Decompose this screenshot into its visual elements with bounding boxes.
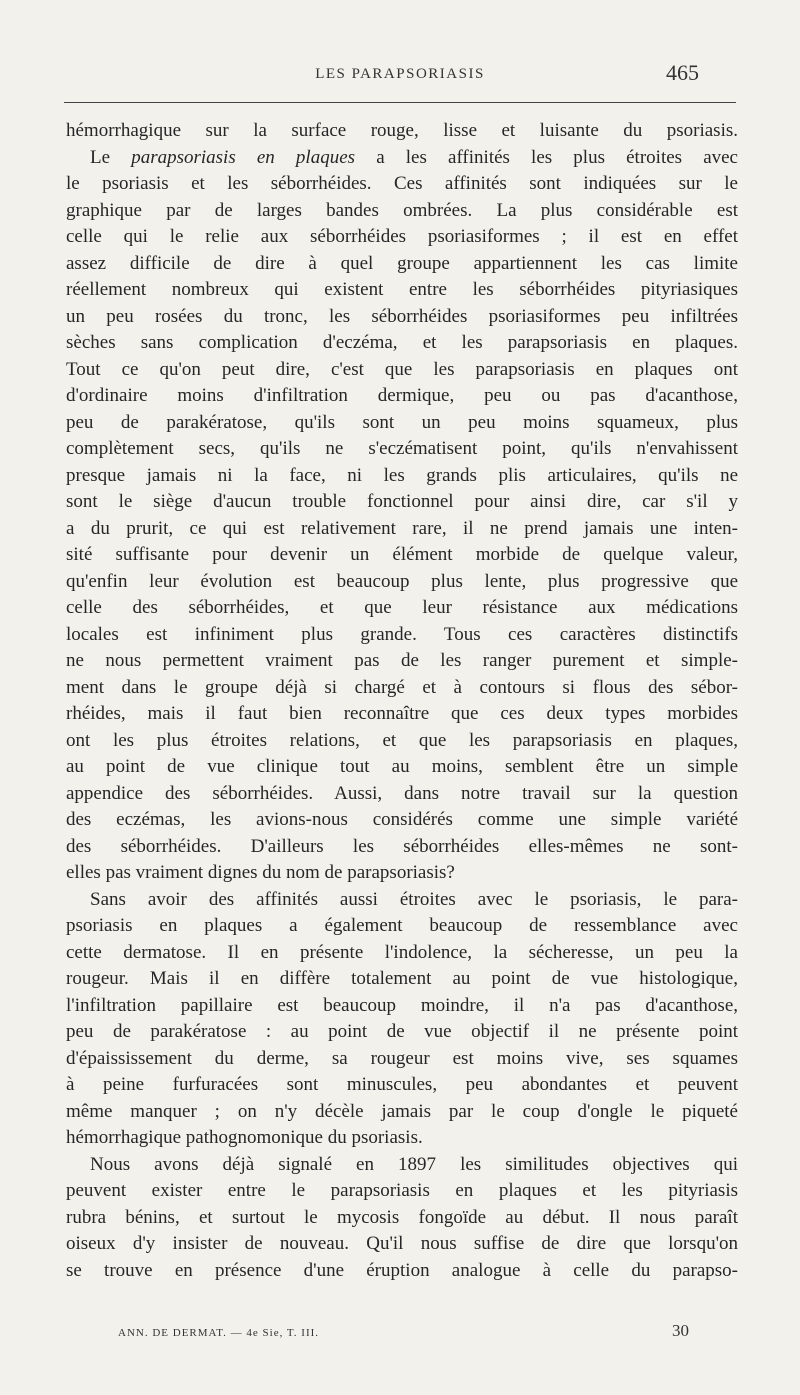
text-line: elles pas vraiment dignes du nom de parapsoriasis? [66,862,455,883]
text-line: se trouve en présence d'une éruption analogue à celle du parapso- [66,1259,738,1281]
text-line: appendice des séborrhéides. Aussi, dans notre travail sur la question [66,782,738,804]
text-line: le psoriasis et les séborrhéides. Ces affinités sont indiquées sur le [66,173,738,194]
text-line: même manquer ; on n'y décèle jamais par le coup d'ongle le piqueté [66,1100,738,1122]
journal-reference: ANN. DE DERMAT. — 4e Sie, T. III. [118,1327,320,1339]
text-line: locales est infiniment plus grande. Tous ces caractères distinctifs [66,623,738,645]
text-line: réellement nombreux qui existent entre les séborrhéides pityriasiques [66,279,738,300]
text-line: des séborrhéides. D'ailleurs les séborrhéides elles-mêmes ne sont- [66,835,738,857]
text-line: rhéides, mais il faut bien reconnaître que ces deux types morbides [66,703,738,724]
text-line: peu de parakératose : au point de vue objectif il ne présente point [66,1021,738,1042]
text-line: au point de vue clinique tout au moins, semblent être un simple [66,756,738,777]
text-line-italic: Le parapsoriasis en plaques a les affinités les plus étroites avec [90,146,738,168]
text-line: rougeur. Mais il en diffère totalement au point de vue histologique, [66,968,738,989]
page-number: 465 [666,60,699,85]
running-title: LES PARAPSORIASIS [315,66,485,82]
text-line: assez difficile de dire à quel groupe appartiennent les cas limite [66,252,738,274]
text-line: d'épaississement du derme, sa rougeur est moins vive, ses squames [66,1047,738,1069]
text-line: Tout ce qu'on peut dire, c'est que les parapsoriasis en plaques ont [66,358,738,380]
text-line: ment dans le groupe déjà si chargé et à contours si flous des sébor- [66,676,738,698]
text-line: oiseux d'y insister de nouveau. Qu'il nous suffise de dire que lorsqu'on [66,1233,738,1254]
text-line: à peine furfuracées sont minuscules, peu abondantes et peuvent [66,1074,738,1095]
text-line: Nous avons déjà signalé en 1897 les similitudes objectives qui [90,1153,738,1175]
text-line: Sans avoir des affinités aussi étroites avec le psoriasis, le para- [90,888,738,910]
text-line: ont les plus étroites relations, et que les parapsoriasis en plaques, [66,729,738,751]
body-text [66,118,738,1284]
text-line: rubra bénins, et surtout le mycosis fongoïde au début. Il nous paraît [66,1206,738,1228]
text-line: peu de parakératose, qu'ils sont un peu moins squameux, plus [66,411,738,433]
signature-mark: 30 [672,1321,689,1340]
text-line: sont le siège d'aucun trouble fonctionnel pour ainsi dire, car s'il y [66,491,738,512]
text-line: psoriasis en plaques a également beaucoup de ressemblance avec [66,915,738,936]
text-line: celle qui le relie aux séborrhéides psoriasiformes ; il est en effet [66,226,738,247]
text-line: a du prurit, ce qui est relativement rare, il ne prend jamais une inten- [66,517,738,539]
text-line: celle des séborrhéides, et que leur résistance aux médications [66,597,738,618]
text-line: qu'enfin leur évolution est beaucoup plus lente, plus progressive que [66,570,738,592]
text-line: sité suffisante pour devenir un élément morbide de quelque valeur, [66,544,738,565]
text-line: d'ordinaire moins d'infiltration dermique, peu ou pas d'acanthose, [66,385,738,406]
text-line: hémorrhagique sur la surface rouge, lisse et luisante du psoriasis. [66,120,738,141]
text-line: sèches sans complication d'eczéma, et les parapsoriasis en plaques. [66,332,738,353]
text-line: complètement secs, qu'ils ne s'eczématisent point, qu'ils n'envahissent [66,438,738,459]
text-line: ne nous permettent vraiment pas de les ranger purement et simple- [66,650,738,671]
text-line: hémorrhagique pathognomonique du psoriasis. [66,1127,423,1148]
text-line: l'infiltration papillaire est beaucoup moindre, il n'a pas d'acanthose, [66,994,738,1016]
header-rule [64,102,736,103]
text-line: des eczémas, les avions-nous considérés comme une simple variété [66,809,738,830]
text-line: graphique par de larges bandes ombrées. La plus considérable est [66,199,738,221]
text-line: un peu rosées du tronc, les séborrhéides psoriasiformes peu infiltrées [66,305,738,327]
text-line: peuvent exister entre le parapsoriasis en plaques et les pityriasis [66,1180,738,1201]
text-line: cette dermatose. Il en présente l'indolence, la sécheresse, un peu la [66,941,738,963]
text-line: presque jamais ni la face, ni les grands plis articulaires, qu'ils ne [66,464,738,486]
